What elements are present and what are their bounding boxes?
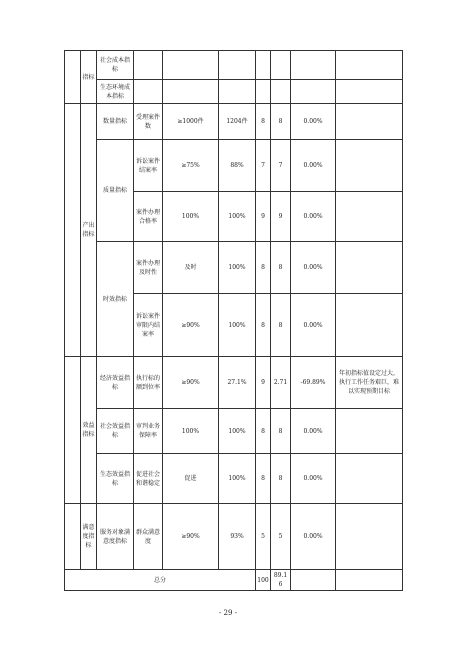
- total-weight: 100: [256, 570, 271, 591]
- level3-cell: 生态环境成本指标: [97, 80, 134, 104]
- actual-cell: [219, 80, 256, 104]
- weight-cell: [256, 80, 271, 104]
- weight-cell: 8: [256, 409, 271, 454]
- table-row: [65, 357, 403, 409]
- weight-cell: 9: [256, 357, 271, 409]
- table-row: [65, 80, 403, 104]
- actual-cell: 93%: [219, 504, 256, 570]
- score-cell: 8: [271, 409, 291, 454]
- level4-cell: 审判业务保障率: [134, 409, 163, 454]
- weight-cell: 5: [256, 504, 271, 570]
- actual-cell: 100%: [219, 454, 256, 504]
- level1-cell: [65, 504, 81, 570]
- target-cell: ≥75%: [163, 140, 219, 192]
- note-cell: [336, 504, 403, 570]
- level4-cell: [134, 80, 163, 104]
- target-cell: 促进: [163, 454, 219, 504]
- deviation-cell: 0.00%: [291, 242, 336, 294]
- weight-cell: [256, 51, 271, 80]
- target-cell: [163, 80, 219, 104]
- target-cell: 及时: [163, 242, 219, 294]
- deviation-cell: 0.00%: [291, 140, 336, 192]
- score-cell: 8: [271, 242, 291, 294]
- table-row: [65, 51, 403, 80]
- note-cell: [336, 294, 403, 357]
- level1-cell: [65, 51, 81, 104]
- deviation-cell: 0.00%: [291, 409, 336, 454]
- actual-cell: 100%: [219, 294, 256, 357]
- note-cell: [336, 242, 403, 294]
- level3-cell: 生态效益指标: [97, 454, 134, 504]
- level4-cell: [134, 51, 163, 80]
- table-row: [65, 504, 403, 570]
- deviation-cell: -69.89%: [291, 357, 336, 409]
- total-label: 总分: [65, 570, 256, 591]
- score-cell: 8: [271, 104, 291, 140]
- target-cell: ≥90%: [163, 357, 219, 409]
- score-cell: [271, 80, 291, 104]
- page-number: - 29 -: [218, 609, 238, 617]
- total-score: 89.16: [271, 570, 291, 591]
- note-cell: [336, 51, 403, 80]
- deviation-cell: [291, 80, 336, 104]
- deviation-cell: 0.00%: [291, 294, 336, 357]
- score-cell: 9: [271, 192, 291, 242]
- table-row: [65, 242, 403, 294]
- level3-cell: 社会效益指标: [97, 409, 134, 454]
- note-cell: [336, 140, 403, 192]
- level4-cell: 案件办理及时性: [134, 242, 163, 294]
- weight-cell: 9: [256, 192, 271, 242]
- level4-cell: 案件办理合格率: [134, 192, 163, 242]
- target-cell: ≥90%: [163, 504, 219, 570]
- score-cell: 8: [271, 454, 291, 504]
- deviation-cell: 0.00%: [291, 454, 336, 504]
- level3-cell: 服务对象满意度指标: [97, 504, 134, 570]
- deviation-cell: 0.00%: [291, 104, 336, 140]
- level3-cell: 时效指标: [97, 242, 134, 357]
- level4-cell: 诉讼案件审限内结案率: [134, 294, 163, 357]
- weight-cell: 8: [256, 104, 271, 140]
- level3-cell: 经济效益指标: [97, 357, 134, 409]
- level3-cell: 数量指标: [97, 104, 134, 140]
- actual-cell: 88%: [219, 140, 256, 192]
- deviation-cell: [291, 51, 336, 80]
- performance-table: [64, 50, 403, 591]
- total-row: [65, 570, 403, 591]
- actual-cell: 27.1%: [219, 357, 256, 409]
- deviation-cell: 0.00%: [291, 504, 336, 570]
- score-cell: 2.71: [271, 357, 291, 409]
- actual-cell: [219, 51, 256, 80]
- note-cell: [336, 80, 403, 104]
- level2-cell: 满意度指标: [81, 504, 97, 570]
- note-cell: 年初指标值设定过大，执行工作任务艰巨，难以实现预期目标: [336, 357, 403, 409]
- level2-cell: 产出指标: [81, 104, 97, 357]
- target-cell: ≥1000件: [163, 104, 219, 140]
- level4-cell: 执行标的额到位率: [134, 357, 163, 409]
- score-cell: [271, 51, 291, 80]
- note-cell: [336, 104, 403, 140]
- table-row: [65, 140, 403, 192]
- weight-cell: 8: [256, 454, 271, 504]
- level4-cell: 诉讼案件结案率: [134, 140, 163, 192]
- actual-cell: 100%: [219, 192, 256, 242]
- weight-cell: 8: [256, 242, 271, 294]
- actual-cell: 100%: [219, 409, 256, 454]
- level1-cell: [65, 104, 81, 357]
- target-cell: 100%: [163, 409, 219, 454]
- weight-cell: 7: [256, 140, 271, 192]
- level3-cell: 质量指标: [97, 140, 134, 242]
- target-cell: ≥90%: [163, 294, 219, 357]
- score-cell: 7: [271, 140, 291, 192]
- level2-cell: 指标: [81, 51, 97, 104]
- level4-cell: 促进社会和谐稳定: [134, 454, 163, 504]
- level1-cell: [65, 357, 81, 504]
- weight-cell: 8: [256, 294, 271, 357]
- total-deviation: [291, 570, 336, 591]
- note-cell: [336, 192, 403, 242]
- table-row: [65, 409, 403, 454]
- actual-cell: 100%: [219, 242, 256, 294]
- table-row: [65, 104, 403, 140]
- table-row: [65, 454, 403, 504]
- score-cell: 5: [271, 504, 291, 570]
- level4-cell: 受理案件数: [134, 104, 163, 140]
- note-cell: [336, 409, 403, 454]
- total-note: [336, 570, 403, 591]
- score-cell: 8: [271, 294, 291, 357]
- note-cell: [336, 454, 403, 504]
- level3-cell: 社会成本指标: [97, 51, 134, 80]
- level4-cell: 群众满意度: [134, 504, 163, 570]
- target-cell: 100%: [163, 192, 219, 242]
- actual-cell: 1204件: [219, 104, 256, 140]
- deviation-cell: 0.00%: [291, 192, 336, 242]
- target-cell: [163, 51, 219, 80]
- level2-cell: 效益指标: [81, 357, 97, 504]
